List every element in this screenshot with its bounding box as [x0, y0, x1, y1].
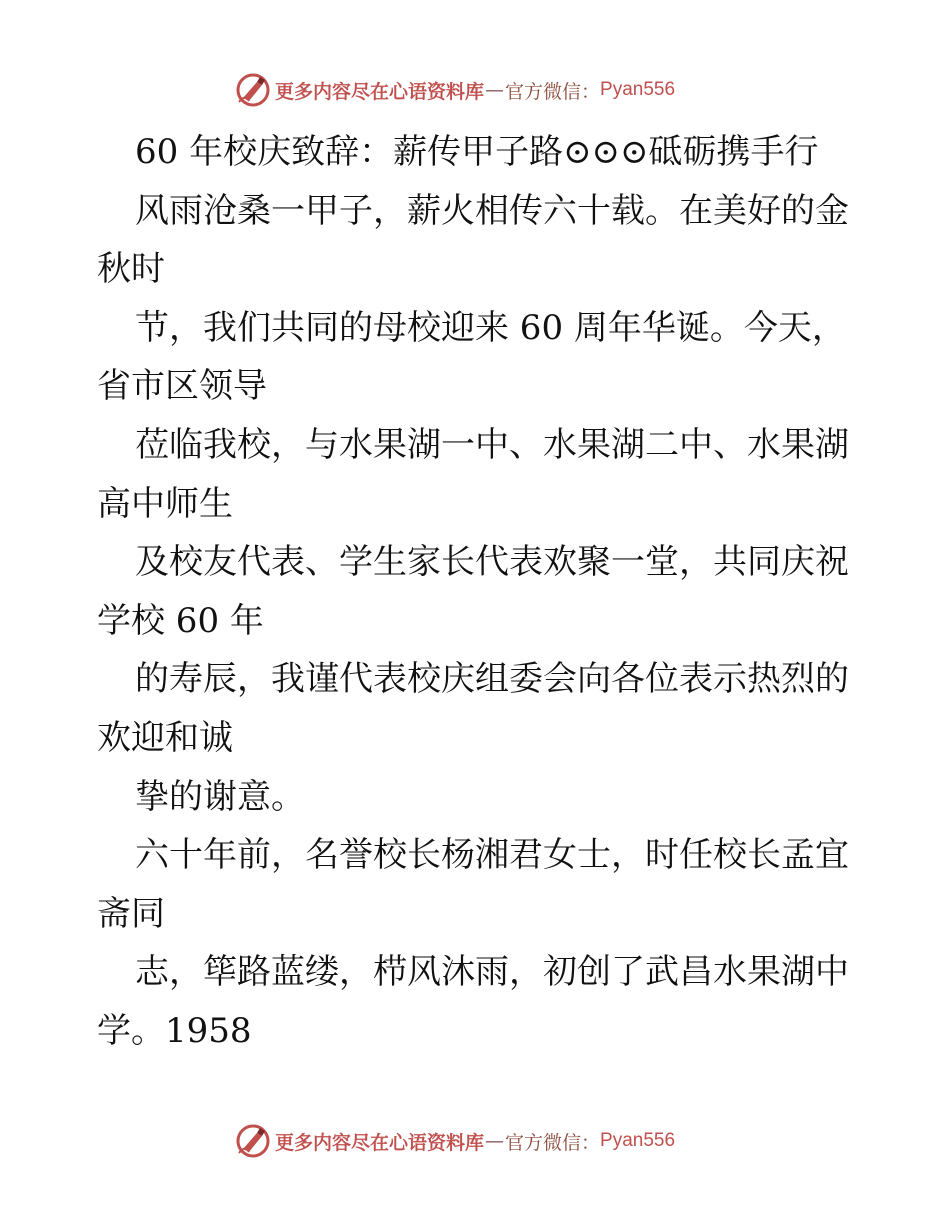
- text-line: 学。1958: [97, 1010, 252, 1051]
- text-line: 挚的谢意。: [135, 776, 305, 817]
- banner-wechat-id: Pyan556: [600, 1130, 676, 1151]
- header-banner: [235, 70, 675, 110]
- banner-wechat-id: Pyan556: [600, 79, 676, 100]
- banner-official-label: 官方微信：: [505, 80, 601, 103]
- banner-official-label: 官方微信：: [505, 1131, 601, 1154]
- text-line: 省市区领导: [97, 366, 267, 407]
- banner-separator: —: [485, 1130, 505, 1152]
- pen-logo-icon: [235, 72, 271, 108]
- text-line: 莅临我校，与水果湖一中、水果湖二中、水果湖: [135, 424, 849, 465]
- document-title: 60 年校庆致辞：薪传甲子路⊙⊙⊙砥砺携手行: [135, 132, 819, 172]
- text-line: 学校 60 年: [97, 600, 264, 641]
- text-line: 及校友代表、学生家长代表欢聚一堂，共同庆祝: [135, 542, 849, 583]
- text-line: 的寿辰，我谨代表校庆组委会向各位表示热烈的: [135, 659, 849, 700]
- text-line: 志，筚路蓝缕，栉风沐雨，初创了武昌水果湖中: [135, 952, 849, 993]
- document-body: [97, 123, 857, 1061]
- text-line: 节，我们共同的母校迎来 60 周年华诞。今天，: [135, 307, 846, 348]
- text-line: 欢迎和诚: [97, 717, 233, 758]
- text-line: 斋同: [97, 893, 165, 934]
- banner-separator: —: [485, 79, 505, 101]
- text-line: 风雨沧桑一甲子，薪火相传六十载。在美好的金: [135, 190, 849, 231]
- banner-main-text: 更多内容尽在心语资料库: [275, 80, 485, 103]
- text-line: 六十年前，名誉校长杨湘君女士，时任校长孟宜: [135, 835, 849, 876]
- banner-main-text: 更多内容尽在心语资料库: [275, 1131, 485, 1154]
- footer-banner: [235, 1121, 675, 1161]
- text-line: 秋时: [97, 249, 165, 290]
- pen-logo-icon: [235, 1123, 271, 1159]
- text-line: 高中师生: [97, 483, 233, 524]
